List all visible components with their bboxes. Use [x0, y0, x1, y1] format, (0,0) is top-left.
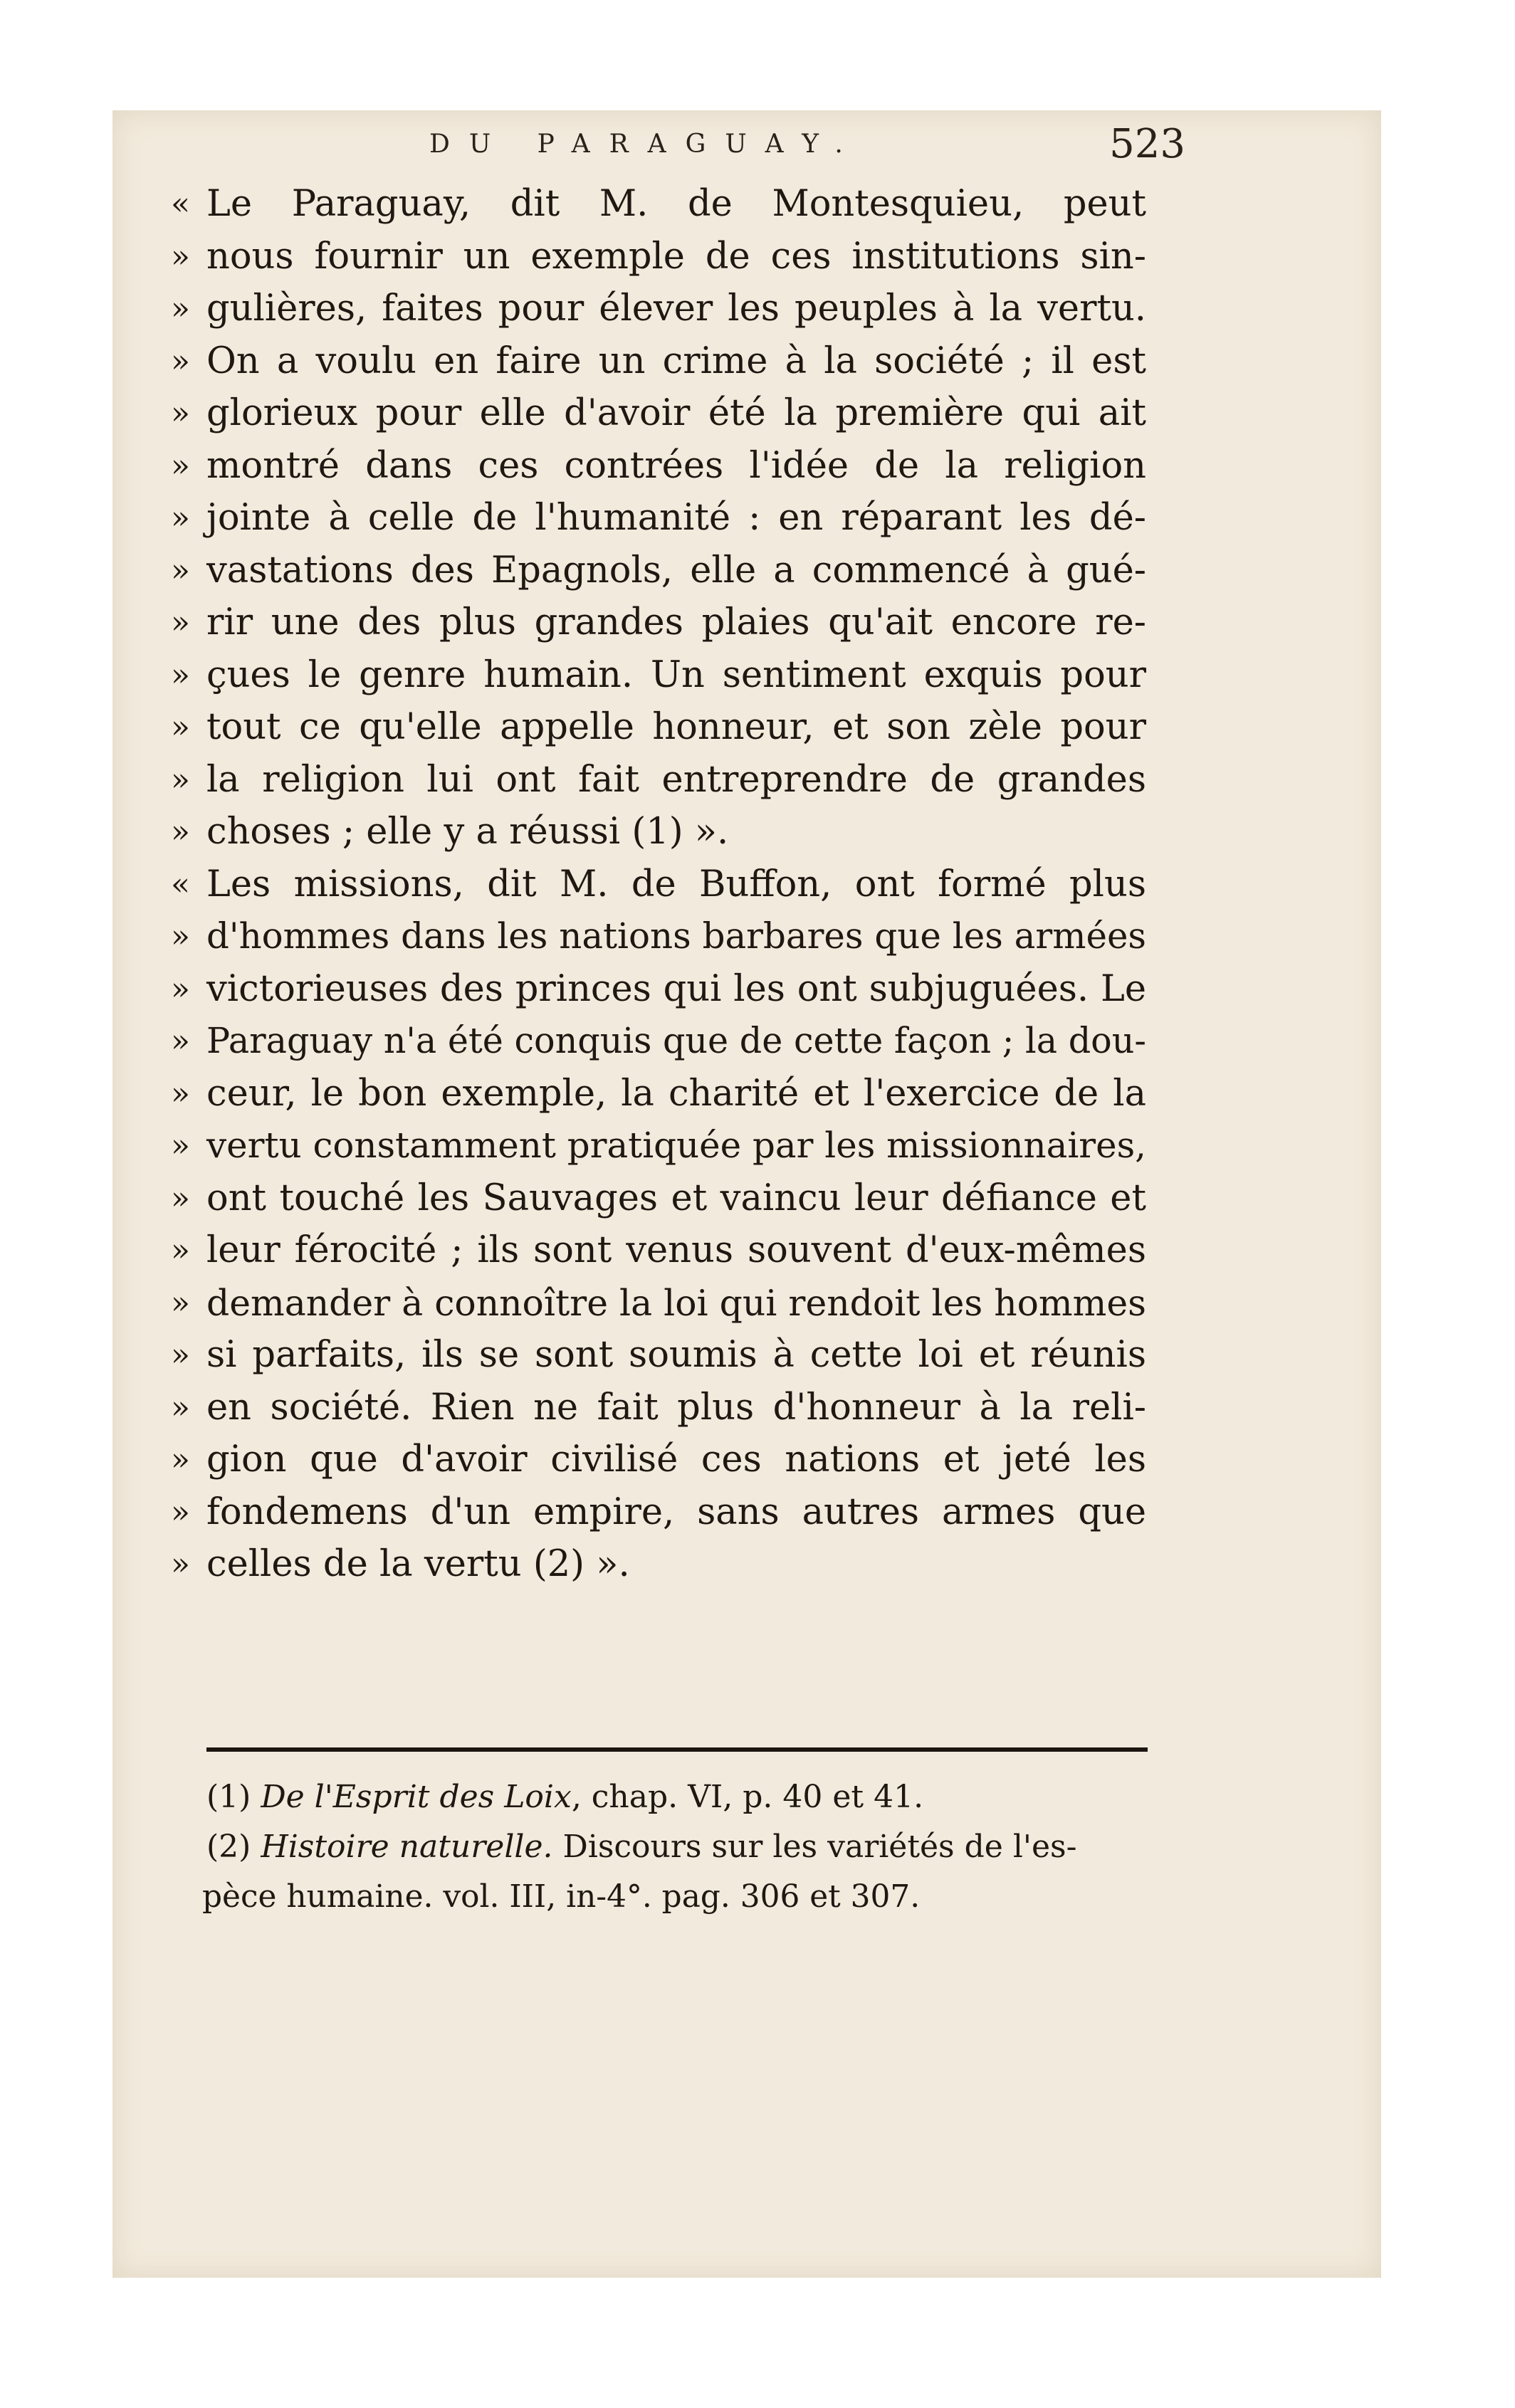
footnote	[206, 1772, 1148, 1822]
quote-mark: »	[171, 238, 190, 275]
running-title: DU PARAGUAY.	[429, 130, 862, 159]
quote-mark: »	[171, 1389, 190, 1426]
text-line	[171, 283, 1146, 335]
line-text: glorieux pour elle d'avoir été la première qui ait	[206, 392, 1146, 434]
text-line	[171, 1329, 1146, 1382]
line-text: choses ; elle y a réussi (1) ».	[206, 811, 729, 853]
quote-mark: »	[171, 970, 190, 1007]
quote-mark: «	[171, 186, 190, 222]
quote-mark: »	[171, 1441, 190, 1478]
text-line	[171, 1120, 1146, 1172]
line-text: On a voulu en faire un crime à la société ; il est	[206, 340, 1146, 382]
quote-mark: »	[171, 709, 190, 745]
text-line	[171, 1277, 1146, 1330]
line-text: celles de la vertu (2) ».	[206, 1543, 630, 1585]
quote-mark: »	[171, 1232, 190, 1268]
line-text: victorieuses des princes qui les ont subjuguées. Le	[206, 967, 1146, 1010]
line-text: vastations des Epagnols, elle a commencé à gué-	[206, 549, 1146, 592]
quote-mark: »	[171, 1337, 190, 1373]
footnote	[202, 1872, 1148, 1922]
quote-mark: »	[171, 1546, 190, 1582]
quote-mark: »	[171, 814, 190, 850]
footnote-text: , chap. VI, p. 40 et 41.	[571, 1779, 924, 1815]
line-text: Paraguay n'a été conquis que de cette façon ; la dou-	[206, 1020, 1146, 1061]
quote-mark: »	[171, 552, 190, 589]
text-line	[171, 754, 1146, 806]
paragraph	[171, 178, 1146, 858]
line-text: jointe à celle de l'humanité : en réparant les dé-	[206, 497, 1146, 539]
footnote-number: (1)	[206, 1779, 251, 1815]
footnote-title: Histoire naturelle.	[261, 1829, 553, 1865]
text-line	[171, 1068, 1146, 1120]
line-text: vertu constamment pratiquée par les missionnaires,	[206, 1125, 1146, 1166]
line-text: fondemens d'un empire, sans autres armes que	[206, 1490, 1146, 1533]
text-line	[171, 1538, 1146, 1591]
text-line	[171, 335, 1146, 388]
line-text: Les missions, dit M. de Buffon, ont formé plus	[206, 863, 1146, 905]
line-text: en société. Rien ne fait plus d'honneur à la reli-	[206, 1386, 1146, 1429]
text-line	[171, 701, 1146, 754]
page-number: 523	[1109, 121, 1185, 167]
footnote-text: Discours sur les variétés de l'es-	[552, 1829, 1077, 1865]
text-line	[171, 1015, 1146, 1068]
text-line	[171, 806, 1146, 858]
text-line	[171, 440, 1146, 493]
line-text: d'hommes dans les nations barbares que les armées	[206, 915, 1146, 957]
text-line	[171, 231, 1146, 283]
page-header	[327, 121, 1185, 171]
body-text	[171, 178, 1146, 1591]
text-line	[171, 1382, 1146, 1434]
line-text: ont touché les Sauvages et vaincu leur défiance et	[206, 1177, 1146, 1219]
text-line	[171, 1486, 1146, 1539]
quote-mark: »	[171, 918, 190, 955]
quote-mark: »	[171, 342, 190, 379]
line-text: çues le genre humain. Un sentiment exquis pour	[206, 653, 1146, 696]
quote-mark: »	[171, 290, 190, 327]
quote-mark: »	[171, 1075, 190, 1112]
text-line	[171, 649, 1146, 702]
line-text: nous fournir un exemple de ces institutions sin-	[206, 235, 1146, 278]
line-text: gion que d'avoir civilisé ces nations et jeté les	[206, 1439, 1146, 1481]
text-line	[171, 1434, 1146, 1486]
quote-mark: »	[171, 1284, 190, 1321]
text-line	[171, 963, 1146, 1016]
text-line	[171, 910, 1146, 963]
footnote-title: De l'Esprit des Loix	[261, 1779, 572, 1815]
quote-mark: »	[171, 761, 190, 798]
line-text: si parfaits, ils se sont soumis à cette loi et réunis	[206, 1334, 1146, 1376]
quote-mark: »	[171, 395, 190, 431]
quote-mark: «	[171, 866, 190, 903]
quote-mark: »	[171, 656, 190, 693]
line-text: rir une des plus grandes plaies qu'ait encore re-	[206, 601, 1146, 643]
line-text: la religion lui ont fait entreprendre de grandes	[206, 758, 1146, 801]
text-line	[171, 1224, 1146, 1277]
quote-mark: »	[171, 447, 190, 484]
text-line	[171, 858, 1146, 911]
text-line	[171, 545, 1146, 597]
line-text: demander à connoître la loi qui rendoit les hommes	[206, 1281, 1146, 1324]
quote-mark: »	[171, 1493, 190, 1530]
quote-mark: »	[171, 1023, 190, 1059]
text-line	[171, 492, 1146, 545]
quote-mark: »	[171, 1179, 190, 1216]
quote-mark: »	[171, 604, 190, 641]
footnote	[206, 1822, 1148, 1872]
quote-mark: »	[171, 500, 190, 536]
footnote-rule	[206, 1747, 1148, 1752]
text-line	[171, 596, 1146, 649]
line-text: Le Paraguay, dit M. de Montesquieu, peut	[206, 183, 1146, 225]
quote-mark: »	[171, 1127, 190, 1164]
line-text: leur férocité ; ils sont venus souvent d'eux-mêmes	[206, 1229, 1146, 1271]
line-text: gulières, faites pour élever les peuples à la vertu.	[206, 288, 1146, 330]
line-text: ceur, le bon exemple, la charité et l'exercice de la	[206, 1072, 1146, 1115]
footnote-text: pèce humaine. vol. III, in-4°. pag. 306 et 307.	[202, 1878, 921, 1915]
footnotes	[202, 1772, 1148, 1922]
text-line	[171, 1172, 1146, 1225]
footnote-number: (2)	[206, 1829, 251, 1865]
text-line	[171, 387, 1146, 440]
line-text: montré dans ces contrées l'idée de la religion	[206, 444, 1146, 487]
text-line	[171, 178, 1146, 231]
line-text: tout ce qu'elle appelle honneur, et son zèle pour	[206, 706, 1146, 748]
paragraph	[171, 858, 1146, 1591]
